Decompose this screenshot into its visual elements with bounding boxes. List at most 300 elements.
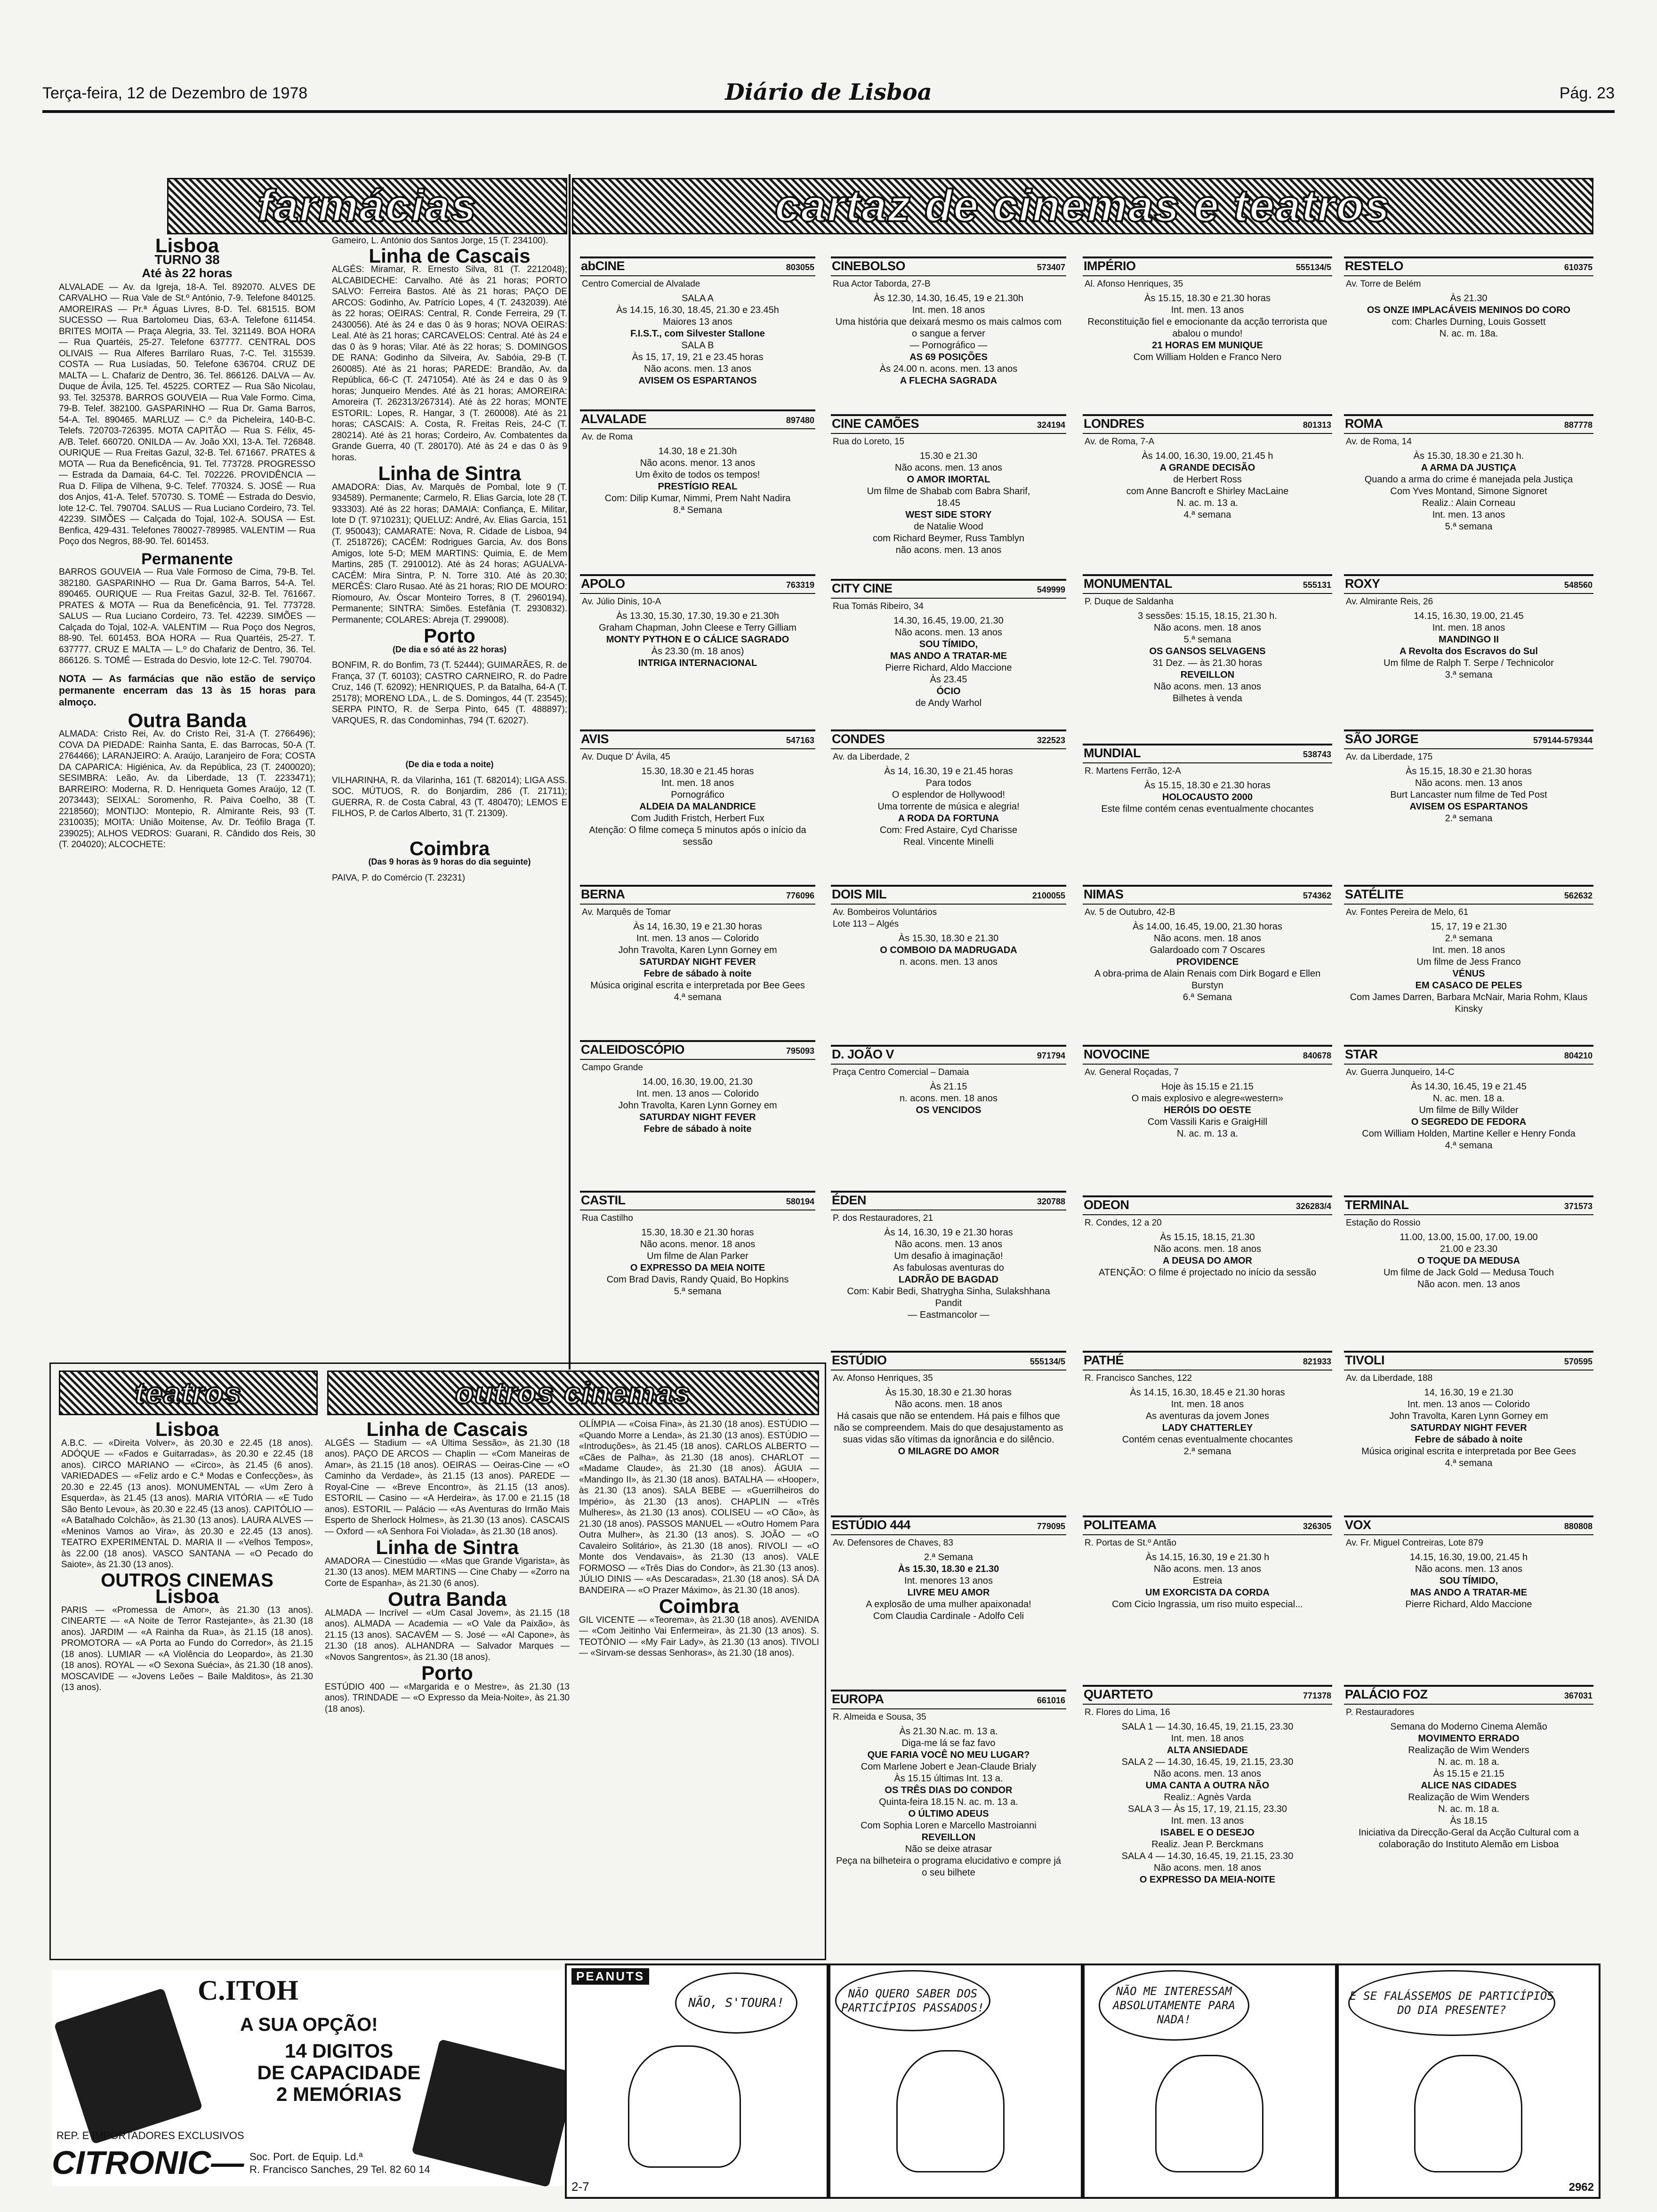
cinema-listing: [1344, 1045, 1593, 1193]
film-title: MANDINGO II: [1439, 634, 1499, 645]
showtime-info: SALA 3 — Às 15, 17, 19, 21.15, 23.30: [1127, 1804, 1287, 1814]
cinema-name: PATHÉ: [1084, 1353, 1124, 1367]
showtime-info: Às 14.00, 16.45, 19.00, 21.30 horas: [1132, 922, 1283, 932]
porto-list: BONFIM, R. do Bonfim, 73 (T. 52444); GUIMARÃES, R. de França, 37 (T. 60103); CASTRO CARNEIRO, R. do Padre Cruz, 146 (T. 62092); HENRIQUES, P. da Batalha, 64-A (T. 25178); MORENO LDA., L. de S. Domingos, 44 (T. 23545); SERPA PINTO, R. de Serpa Pinto, 645 (T. 488897); VARQUES, R. das Condominhas, 794 (T. 62027).: [332, 660, 567, 726]
cinema-phone: 538743: [1303, 750, 1331, 759]
film-title: Às 15.30, 18.30 e 21.30: [898, 1564, 999, 1574]
showtime-info: SALA 1 — 14.30, 16.45, 19, 21.15, 23.30: [1121, 1722, 1294, 1732]
showtime-info: SALA B: [681, 340, 714, 351]
cinema-listing: [1083, 414, 1332, 571]
showtime-info: 15.30, 18.30 e 21.30 horas: [641, 1227, 754, 1238]
outros-sintra-heading: Linha de Sintra: [376, 1536, 519, 1558]
showtime-info: Com James Darren, Barbara McNair, Maria Rohm, Klaus Kinsky: [1350, 992, 1588, 1014]
film-title: EM CASACO DE PELES: [1415, 980, 1522, 991]
showtime-info: Música original escrita e interpretada por Bee Gees: [1361, 1446, 1576, 1457]
ad-specs: 14 DIGITOS DE CAPACIDADE 2 MEMÓRIAS: [257, 2040, 421, 2105]
cinema-address: Av. Bombeiros Voluntários Lote 113 – Algés: [833, 907, 937, 929]
cinema-phone: 804210: [1564, 1051, 1593, 1060]
showtime-info: Com: Dilip Kumar, Nimmi, Prem Naht Nadira: [604, 493, 791, 504]
showtime-info: Com Sophia Loren e Marcello Mastroianni: [861, 1820, 1037, 1831]
film-title: HERÓIS DO OESTE: [1164, 1105, 1251, 1115]
cinema-name-row: [831, 1193, 1066, 1210]
showtime-info: Bilhetes à venda: [1173, 693, 1242, 704]
cinema-phone: 610375: [1564, 263, 1593, 272]
cinema-name: CINE CAMÕES: [832, 417, 919, 431]
showtime-info: Para todos: [925, 778, 972, 788]
cinema-address: Av. Almirante Reis, 26: [1346, 597, 1433, 607]
cinema-listing: [831, 885, 1066, 1042]
cinema-phone: 555134/5: [1030, 1357, 1065, 1366]
outra-banda-list: ALMADA: Cristo Rei, Av. do Cristo Rei, 31-A (T. 2766496); COVA DA PIEDADE: Rainha Santa, E. das Barrocas, 50-A (T. 2764466); LARANJEIRO: A. Araújo, Laranjeiro de Fora; COSTA DA CAPARICA: Higiénica, Av. da República, 23 (T. 2400020); SESIMBRA: Leão, Av. da Liberdade, 13 (T. 2233471); BARREIRO: Moderna, R. D. Henriqueta Gomes Araújo, 12 (T. 2073443); SEIXAL: Soromenho, R. Paiva Coelho, 38 (T. 2218560); MONTIJO: Montepio, R. Almirante Reis, 93 (T. 2310035); MOITA: União Moitense, Av. Dr. Teófilo Braga (T. 239025); ALHOS VEDROS: Guarani, R. Cândido dos Reis, 30 (T. 204020); ALCOCHETE:: [59, 729, 315, 850]
showtime-info: Não acons. men. 13 anos: [1415, 778, 1522, 788]
cinema-address: Av. Guerra Junqueiro, 14-C: [1346, 1067, 1455, 1077]
showtime-info: Com Yves Montand, Simone Signoret: [1390, 486, 1547, 497]
showtime-info: Int. men. 18 anos: [1432, 945, 1505, 955]
cinema-name-row: [1083, 745, 1332, 763]
cinema-name-row: [1083, 887, 1332, 905]
cinema-phone: 324194: [1037, 420, 1065, 430]
film-title: O COMBOIO DA MADRUGADA: [880, 945, 1017, 955]
showtime-info: Pierre Richard, Aldo Maccione: [885, 663, 1012, 673]
cinema-name: NIMAS: [1084, 887, 1124, 901]
cinema-address: Av. Fr. Miguel Contreiras, Lote 879: [1346, 1538, 1483, 1548]
cinema-address: Av. Defensores de Chaves, 83: [833, 1538, 953, 1548]
cartaz-banner: [572, 178, 1593, 234]
cinema-name: MUNDIAL: [1084, 746, 1141, 760]
showtime-info: Às 14, 16.30, 19 e 21.30 horas: [884, 1227, 1013, 1238]
film-title: AVISEM OS ESPARTANOS: [638, 376, 757, 386]
cinema-phone: 326305: [1303, 1522, 1331, 1531]
film-title: SOU TÍMIDO,: [1439, 1576, 1498, 1586]
showtime-info: 8.ª Semana: [673, 505, 723, 515]
showtime-info: Às 14.00, 16.30, 19.00, 21.45 h: [1142, 451, 1273, 461]
showtime-info: Não acons. men. 18 anos: [1154, 933, 1261, 944]
cinema-listing: [1083, 744, 1332, 882]
comic-panel-2: [828, 1964, 1083, 2199]
cinema-name-row: [831, 1353, 1066, 1370]
showtime-info: Com William Holden e Franco Nero: [1133, 352, 1282, 362]
cinema-address: Rua Actor Taborda, 27-B: [833, 279, 931, 289]
outros-ob-list: ALMADA — Incrível — «Um Casal Jovem», às 21.15 (18 anos). ALMADA — Academia — «O Vale da Paixão», às 21.15 (13 anos). SACAVÉM — S. José — «Al Capone», às 21.30 (18 anos). ALHANDRA — Salvador Marques — «Novos Sangrentos», às 21.30 (18 anos).: [325, 1608, 570, 1662]
showtime-info: Não acons. men. 13 anos: [1415, 1564, 1522, 1574]
showtime-info: Int. men. 18 anos: [661, 778, 734, 788]
showtime-info: Atenção: O filme começa 5 minutos após o início da sessão: [589, 825, 806, 847]
cinema-phone: 880808: [1564, 1522, 1593, 1531]
showtime-info: 5.ª semana: [1183, 634, 1231, 645]
showtime-info: Iniciativa da Direcção-Geral da Acção Cultural com a colaboração do Instituto Alemão em Lisboa: [1359, 1827, 1579, 1850]
showtime-info: N. ac. m. 18 a.: [1438, 1757, 1500, 1767]
showtime-info: com: Charles Durning, Louis Gossett: [1392, 317, 1546, 327]
comic-title: PEANUTS: [571, 1968, 649, 1985]
showtime-info: O mais explosivo e alegre«western»: [1131, 1093, 1284, 1104]
showtime-info: N. ac. m. 18 a.: [1438, 1804, 1500, 1814]
cartaz-title: cartaz de cinemas e teatros: [775, 181, 1391, 231]
divider: [569, 174, 571, 1370]
cinema-name: CONDES: [832, 732, 885, 746]
cinema-address: Praça Centro Comercial – Damaia: [833, 1067, 969, 1077]
showtime-info: Às 23.45: [930, 674, 967, 685]
showtime-info: N. ac. m. 13 a.: [1176, 1129, 1239, 1139]
showtime-info: Int. men. 18 anos: [912, 305, 985, 315]
cinema-phone: 326283/4: [1295, 1202, 1331, 1211]
cinema-phone: 801313: [1303, 420, 1331, 430]
porto-heading: Porto: [424, 625, 475, 647]
showtime-info: 15, 17, 19 e 21.30: [1431, 922, 1507, 932]
showtime-info: Não acons. men. 13 anos: [895, 627, 1002, 638]
character-figure-4: [1414, 2055, 1522, 2172]
outros-coimbra-heading: Coimbra: [659, 1595, 740, 1617]
showtime-info: Às 15.15, 18.30 e 21.30 horas: [1144, 293, 1271, 304]
comic-panel-1: [565, 1964, 828, 2199]
cinema-name-row: [1344, 258, 1593, 276]
showtime-info: Não acons. men. 13 anos: [1154, 1564, 1261, 1574]
showtime-info: Diga-me lá se faz favo: [901, 1738, 996, 1748]
cinema-address: Av. Afonso Henriques, 35: [833, 1373, 933, 1383]
cinema-listing: [831, 256, 1066, 411]
cinema-listing: [831, 579, 1066, 727]
showtime-info: Realiz.: Agnès Varda: [1164, 1792, 1251, 1803]
showtime-info: Não acons. men. 18 anos: [1154, 1244, 1261, 1254]
film-title: PRESTÍGIO REAL: [658, 481, 738, 492]
cinema-name: POLITEAMA: [1084, 1518, 1157, 1532]
lisboa-heading: Lisboa: [155, 235, 219, 256]
outros-cascais-list: ALGÉS — Stadium — «A Última Sessão», às 21.30 (18 anos). PAÇO DE ARCOS — Chaplin — «Com Maneiras de Amar», às 21.15 (18 anos). OEIRAS — Oeiras-Cine — «O Caminho da Verdade», às 21.15 (13 anos). PAREDE — Royal-Cine — «Breve Encontro», às 21.15 (13 anos). ESTORIL — Casino — «A Herdeira», às 17.00 e 21.15 (18 anos). ESTORIL — Palácio — «As Aventuras do Irmão Mais Esperto de Sherlock Holmes», às 21.30 (13 anos). CASCAIS — Oxford — «A Senhora Foi Violada», às 21.30 (18 anos).: [325, 1438, 570, 1537]
cinema-name: ODEON: [1084, 1198, 1129, 1212]
showtime-info: 3 sessões: 15.15, 18.15, 21.30 h.: [1138, 611, 1277, 621]
cinema-name: ÉDEN: [832, 1193, 867, 1207]
comic-number: 2962: [1569, 2181, 1594, 2194]
cinema-name-row: [580, 258, 815, 276]
porto-list-2: VILHARINHA, R. da Vilarinha, 161 (T. 682014); LIGA ASS. SOC. MÚTUOS, R. do Bonjardim, 286 (T. 21711); GUERRA, R. de Costa Cabral, 43 (T. 480470); LEMOS E FILHOS, P. de Carlos Alberto, 31 (T. 21309).: [332, 775, 567, 818]
cinema-listing: [1083, 1515, 1332, 1682]
cinema-name: TERMINAL: [1345, 1198, 1409, 1212]
cinema-phone: 763319: [786, 580, 814, 590]
cinema-name-row: [831, 416, 1066, 434]
film-title: LIVRE MEU AMOR: [907, 1587, 990, 1598]
showtime-info: Com: Fred Astaire, Cyd Charisse: [879, 825, 1018, 835]
film-title: MOVIMENTO ERRADO: [1418, 1733, 1520, 1744]
cinema-name: AVIS: [581, 732, 609, 746]
film-title: O EXPRESSO DA MEIA-NOITE: [1139, 1875, 1276, 1885]
cinema-phone: 887778: [1564, 420, 1593, 430]
showtime-info: n. acons. men. 13 anos: [900, 957, 997, 967]
showtime-info: Com Marlene Jobert e Jean-Claude Brialy: [861, 1762, 1037, 1772]
cinema-listing: [1344, 256, 1593, 411]
cinema-name: CITY CINE: [832, 581, 893, 595]
showtime-info: 6.ª Semana: [1182, 992, 1232, 1002]
film-title: A ARMA DA JUSTIÇA: [1421, 463, 1517, 473]
cinema-name-row: [1344, 1047, 1593, 1065]
cinema-name-row: [1083, 1197, 1332, 1215]
outros-sintra-list: AMADORA — Cinestúdio — «Mas que Grande Vigarista», às 21.30 (13 anos). MEM MARTINS — Cine Chaby — «Zorro na Corte de Espanha», às 21.30 (6 anos).: [325, 1556, 570, 1588]
film-title: O AMOR IMORTAL: [907, 474, 990, 485]
character-figure-2: [896, 2050, 1005, 2172]
cinema-listing: [831, 1515, 1066, 1687]
film-title: O TOQUE DA MEDUSA: [1417, 1256, 1520, 1266]
film-title: ALDEIA DA MALANDRICE: [639, 801, 756, 812]
porto-sub: (De dia e só até às 22 horas): [392, 644, 507, 654]
showtime-info: Int. menores 13 anos: [904, 1576, 993, 1586]
outros-ob-heading: Outra Banda: [387, 1588, 507, 1610]
film-title: SOU TÍMIDO,: [919, 639, 978, 649]
cinema-listing: [580, 574, 815, 727]
ad-rep: REP. E IMPORTADORES EXCLUSIVOS: [56, 2130, 244, 2141]
cinema-phone: 548560: [1564, 580, 1593, 590]
cinema-listing: [1083, 574, 1332, 741]
showtime-info: Realiz. Jean P. Berckmans: [1151, 1839, 1263, 1850]
showtime-info: Um filme de Ralph T. Serpe / Technicolor: [1384, 658, 1554, 668]
film-title: Febre de sábado à noite: [643, 1124, 752, 1134]
cinema-address: Av. Duque D' Ávila, 45: [582, 752, 670, 762]
film-title: Febre de sábado à noite: [1415, 1435, 1523, 1445]
showtime-info: 2.ª Semana: [924, 1552, 973, 1563]
cinema-name-row: [1083, 416, 1332, 434]
cinema-address: Av. Marquês de Tomar: [582, 907, 671, 917]
showtime-info: 5.ª semana: [1445, 521, 1493, 532]
showtime-info: Pornográfico: [671, 790, 724, 800]
film-title: QUE FARIA VOCÊ NO MEU LUGAR?: [867, 1750, 1030, 1760]
cinema-name-row: [1344, 576, 1593, 594]
cinema-listing: [831, 1045, 1066, 1188]
cinema-phone: 367031: [1564, 1691, 1593, 1700]
cinema-phone: 821933: [1303, 1357, 1331, 1366]
film-title: A FLECHA SAGRADA: [900, 376, 997, 386]
showtime-info: Int. men. 13 anos: [1171, 305, 1244, 315]
cinema-phone: 570595: [1564, 1357, 1593, 1366]
showtime-info: Com Cicio Ingrassia, um riso muito especial...: [1112, 1599, 1303, 1610]
showtime-info: Real. Vincente Minelli: [903, 837, 994, 847]
showtime-info: Às 15, 17, 19, 21 e 23.45 horas: [632, 352, 764, 362]
cinema-name-row: [831, 258, 1066, 276]
showtime-info: Às 21.30: [1450, 293, 1488, 304]
showtime-info: Int. men. 13 anos: [1432, 510, 1505, 520]
showtime-info: Não acons. menor. 18 anos: [640, 1239, 756, 1250]
showtime-info: Às 15.30, 18.30 e 21.30 h.: [1413, 451, 1524, 461]
showtime-info: 4.ª semana: [1445, 1458, 1493, 1468]
film-title: OS VENCIDOS: [916, 1105, 981, 1115]
showtime-info: 4.ª semana: [1183, 510, 1231, 520]
cinema-address: Av. da Liberdade, 188: [1346, 1373, 1433, 1383]
cinema-address: Campo Grande: [582, 1063, 643, 1073]
showtime-info: Um filme de Jack Gold — Medusa Touch: [1383, 1267, 1554, 1278]
showtime-info: Às 14.15, 16.30, 19 e 21.30 h: [1145, 1552, 1270, 1563]
film-title: MAS ANDO A TRATAR-ME: [1410, 1587, 1528, 1598]
showtime-info: Não acons. men. 13 anos: [1154, 1769, 1261, 1779]
cinema-name: abCINE: [581, 259, 625, 273]
film-title: ISABEL E O DESEJO: [1160, 1827, 1255, 1838]
showtime-info: Não acons. men. 13 anos: [1154, 681, 1261, 692]
cinema-address: P. Duque de Saldanha: [1085, 597, 1174, 607]
showtime-info: Às 21.30 N.ac. m. 13 a.: [899, 1726, 998, 1737]
showtime-info: Às 13.30, 15.30, 17.30, 19.30 e 21.30h: [616, 611, 779, 621]
showtime-info: 14.15, 16.30, 19.00, 21.45 h: [1409, 1552, 1528, 1563]
showtime-info: Int. men. 18 anos: [1432, 623, 1505, 633]
teatros-list: A.B.C. — «Direita Volver», às 20.30 e 22.45 (18 anos). ADÓQUE — «Fados e Guitarradas», às 20.30 e 22.45 (18 anos). CIRCO MARIANO — «Circo», às 21.45 (6 anos). VARIEDADES — «Feliz ardo e C.ª Modas e Confecções», às 20.30 e 22.45 (13 anos). MONUMENTAL — «Um Zero à Esquerda», às 21.45 (13 anos). MARIA VITÓRIA — «E Tudo São Bento Levou», às 20.30 e 22.45 (13 anos). CAPITÓLIO — «A Batalhado Colchão», às 21.30 (13 anos). LAURA ALVES — «Meninos Vamos ao Vira», às 20.30 e 22.45 (13 anos). TEATRO EXPERIMENTAL D. MARIA II — «Velhos Tempos», às 22.00 (18 anos). VASCO SANTANA — «O Pecado do Saiote», às 21.30 (13 anos).: [61, 1438, 313, 1570]
showtime-info: Um filme de Billy Wilder: [1419, 1105, 1519, 1115]
film-title: MONTY PYTHON E O CÁLICE SAGRADO: [606, 634, 789, 645]
speech-bubble-3: NÃO ME INTERESSAM ABSOLUTAMENTE PARA NADA!: [1099, 1970, 1249, 2041]
cinema-name-row: [831, 731, 1066, 749]
cinema-phone: 555131: [1303, 580, 1331, 590]
issue-date: Terça-feira, 12 de Dezembro de 1978: [42, 84, 308, 102]
cinema-name-row: [1344, 1687, 1593, 1705]
cinema-listing: [1083, 1351, 1332, 1513]
showtime-info: 2.ª semana: [1445, 813, 1493, 824]
showtime-info: Não acons. men. 13 anos: [895, 1239, 1002, 1250]
farmacias-banner: [167, 178, 567, 234]
showtime-info: Int. men. 13 anos — Colorido: [1407, 1399, 1530, 1410]
cinema-listing: [1344, 729, 1593, 882]
comic-panel-4: [1337, 1964, 1601, 2199]
cinema-address: Estação do Rossio: [1346, 1218, 1421, 1228]
showtime-info: Um desafio à imaginação!: [894, 1251, 1003, 1261]
showtime-info: Maiores 13 anos: [663, 317, 732, 327]
showtime-info: Graham Chapman, John Cleese e Terry Gilliam: [599, 623, 796, 633]
citoh-advertisement: [52, 1970, 574, 2186]
showtime-info: 21.00 e 23.30: [1440, 1244, 1498, 1254]
showtime-info: 2.ª semana: [1445, 933, 1493, 944]
showtime-info: n. acons. men. 18 anos: [900, 1093, 997, 1104]
coimbra-list: PAIVA, P. do Comércio (T. 23231): [332, 873, 466, 883]
cinema-listing: [580, 1040, 815, 1188]
showtime-info: Uma torrente de música e alegria!: [877, 801, 1020, 812]
showtime-info: não acons. men. 13 anos: [895, 545, 1002, 555]
cinema-name: BERNA: [581, 887, 625, 901]
showtime-info: John Travolta, Karen Lynn Gorney em: [618, 945, 777, 955]
showtime-info: Com Judith Fristch, Herbert Fux: [631, 813, 764, 824]
showtime-info: Int. men. 18 anos: [1171, 1733, 1244, 1744]
film-title: INTRIGA INTERNACIONAL: [638, 658, 757, 668]
film-title: LADRÃO DE BAGDAD: [898, 1274, 999, 1285]
cinema-listing: [580, 885, 815, 1037]
showtime-info: Int. men. 13 anos — Colorido: [636, 933, 759, 944]
showtime-info: 3.ª semana: [1445, 670, 1493, 680]
cinema-phone: 971794: [1037, 1051, 1065, 1060]
cinema-name-row: [580, 731, 815, 749]
cinema-name-row: [580, 1193, 815, 1210]
cinema-name: NOVOCINE: [1084, 1047, 1150, 1061]
cinema-address: Rua Castilho: [582, 1213, 633, 1223]
showtime-info: Com Claudia Cardinale - Adolfo Celi: [873, 1611, 1024, 1621]
character-figure: [628, 2045, 741, 2168]
showtime-info: Galardoado com 7 Oscares: [1150, 945, 1265, 955]
cinema-phone: 322523: [1037, 736, 1065, 745]
showtime-info: As aventuras da jovem Jones: [1145, 1411, 1270, 1421]
cinema-name: IMPÉRIO: [1084, 259, 1136, 273]
cinema-listing: [580, 729, 815, 882]
showtime-info: Às 14.15, 16.30, 18.45 e 21.30 horas: [1130, 1387, 1285, 1398]
cinema-phone: 580194: [786, 1197, 814, 1206]
outros-cinemas-heading: OUTROS CINEMAS: [101, 1570, 273, 1591]
showtime-info: 14.15, 16.30, 19.00, 21.45: [1414, 611, 1524, 621]
character-figure-3: [1155, 2055, 1263, 2172]
cinema-name: ESTÚDIO 444: [832, 1518, 911, 1532]
showtime-info: N. ac. m. 18a.: [1439, 329, 1498, 339]
film-title: HOLOCAUSTO 2000: [1162, 792, 1253, 802]
showtime-info: SALA 4 — 14.30, 16.45, 19, 21.15, 23.30: [1121, 1851, 1294, 1861]
coimbra-heading: Coimbra: [409, 837, 490, 859]
cinema-name: DOIS MIL: [832, 887, 886, 901]
cinema-listing: [1083, 1685, 1332, 1955]
outros-coimbra-list: GIL VICENTE — «Teorema», às 21.30 (18 anos). AVENIDA — «Com Jeitinho Vai Enfermeira», às 21.30 (13 anos). S. TEOTÓNIO — «My Fair Lady», às 21.30 (13 anos). TIVOLI — «Sirvam-se dessas Senhoras», às 21.30 (18 anos).: [579, 1615, 819, 1658]
cinema-name: STAR: [1345, 1047, 1378, 1061]
farmacias-column-1: [59, 235, 315, 1351]
cinema-phone: 661016: [1037, 1696, 1065, 1705]
showtime-info: Quinta-feira 18.15 N. ac. m. 13 a.: [879, 1797, 1018, 1807]
sintra-heading: Linha de Sintra: [378, 462, 521, 484]
comic-panel-3: [1083, 1964, 1337, 2199]
showtime-info: 4.ª semana: [674, 992, 722, 1002]
film-title: LADY CHATTERLEY: [1162, 1423, 1253, 1433]
showtime-info: 14.30, 16.45, 19.00, 21.30: [893, 616, 1004, 626]
showtime-info: Um êxito de todos os tempos!: [635, 470, 760, 480]
outros-column-1: [325, 1419, 570, 1960]
cinema-address: P. Restauradores: [1346, 1707, 1415, 1717]
cinema-name-row: [831, 887, 1066, 905]
showtime-info: Peça na bilheteira o programa elucidativo e compre já o seu bilhete: [836, 1856, 1062, 1878]
showtime-info: Hoje às 15.15 e 21.15: [1161, 1082, 1254, 1092]
showtime-info: Um filme de Jess Franco: [1416, 957, 1521, 967]
cinema-name-row: [580, 887, 815, 905]
cinema-name: LONDRES: [1084, 417, 1144, 431]
showtime-info: 14.30, 18 e 21.30h: [658, 446, 737, 457]
cinema-listing: [1344, 1351, 1593, 1513]
cinema-phone: 795093: [786, 1046, 814, 1056]
cinema-name: RESTELO: [1345, 259, 1404, 273]
showtime-info: Uma história que deixará mesmo os mais calmos com o sangue a ferver: [835, 317, 1062, 339]
cinema-name: EUROPA: [832, 1692, 884, 1706]
cinema-listing: [1344, 1515, 1593, 1682]
cinema-address: Av. de Roma, 14: [1346, 437, 1412, 447]
cinema-name: ALVALADE: [581, 412, 646, 426]
showtime-info: Às 21.15: [930, 1082, 967, 1092]
turno-list: ALVALADE — Av. da Igreja, 18-A. Tel. 892070. ALVES DE CARVALHO — Rua Vale de St.º António, 7-9. Telefone 840125. AMOREIRAS — Pr.ª Águas Livres, 8-D. Tel. 681515. BOM SUCESSO — Rua Bartolomeu Dias, 63-A. Telefone 611454. BRITES MOITA — Praça Alegria, 33. Tel. 321149. BOA HORA — Rua Quartéis, 25-27. Telefone 637777. CENTRAL DOS OLIVAIS — Rua Alferes Barrilaro Ruas, 7-C. Tel. 315539. COSTA — Rua Lusíadas, 50. Telefone 636704. CRUZ DE MALTA — L. Chafariz de Dentro, 36. Tel. 866126. DALVA — Av. Duque de Ávila, 125. Tel. 45225. CORTEZ — Rua São Nicolau, 93. Tel. 325378. BARROS GOUVEIA — Rua Vale Formo. Cima, 79-B. Telef. 382100. GASPARINHO — Rua Dr. Gama Barros, 54-A. Tel. 890465. MARLUZ — C.º da Picheleira, 140-B-C. Telefs. 720703-726395. MOTA CAPITÃO — Rua S. Félix, 45-A/B. Telef. 660720. ONILDA — Av. João XXI, 13-A. Tel. 726848. OURIQUE — Rua Freitas Gazul, 32-B. Tel. 671667. PRATES & MOTA — Rua da Beneficência, 91. Tel. 773728. PROGRESSO — Estrada da Damaia, 64-C. Tel. 702226. PROVIDÊNCIA — Rua D. Filipa de Vilhena, 9-C. Telef. 770324. S. JOSÉ — Rua dos Anjos, 41-A. Telef. 570730. S. TOMÉ — Estrada do Desvio, lote 12-C. Tel. 790704. SALUS — Rua Luciano Cordeiro, 73. Tel. 42239. SIMÕES — Calçada do Tojal, 102-A. SOUSA — Est. Benfica, 429-431. Telefones 780027-789985. VALENTIM — Rua Poço dos Negros, 88-90. Tel. 601453.: [59, 282, 315, 546]
film-title: MAS ANDO A TRATAR-ME: [890, 651, 1007, 661]
teatros-title: teatros: [135, 1376, 242, 1410]
cinema-name-row: [1083, 1517, 1332, 1535]
cinema-listing: [1083, 885, 1332, 1042]
cinema-address: Av. da Liberdade, 175: [1346, 752, 1433, 762]
outros-column-2: [579, 1419, 819, 1960]
showtime-info: Às 15.15 e 21.15: [1433, 1769, 1504, 1779]
showtime-info: com Richard Beymer, Russ Tamblyn: [873, 533, 1024, 544]
showtime-info: de Herbert Ross: [1173, 474, 1242, 485]
cinema-address: Centro Comercial de Alvalade: [582, 279, 700, 289]
cinema-name-row: [831, 1517, 1066, 1535]
cinema-address: Av. da Liberdade, 2: [833, 752, 910, 762]
cinema-name-row: [1083, 258, 1332, 276]
cinema-name: ROXY: [1345, 577, 1380, 591]
cinema-name-row: [1083, 1047, 1332, 1065]
showtime-info: Pierre Richard, Aldo Maccione: [1405, 1599, 1532, 1610]
cinema-name: D. JOÃO V: [832, 1047, 894, 1061]
showtime-info: Às 14.30, 16.45, 19 e 21.45: [1411, 1082, 1527, 1092]
cinema-phone: 555134/5: [1295, 263, 1331, 272]
cinema-name-row: [1344, 1353, 1593, 1370]
comic-date: 2-7: [571, 2180, 589, 2194]
film-title: REVEILLON: [921, 1832, 976, 1843]
showtime-info: Int. men. 13 anos — Colorido: [636, 1089, 759, 1099]
showtime-info: Realização de Wim Wenders: [1408, 1792, 1529, 1803]
teatros-column: [61, 1419, 313, 1960]
film-title: REVEILLON: [1180, 670, 1235, 680]
showtime-info: de Andy Warhol: [915, 698, 982, 708]
cinema-name-row: [580, 576, 815, 594]
showtime-info: 31 Dez. — às 21.30 horas: [1152, 658, 1263, 668]
showtime-info: Estreia: [1192, 1576, 1223, 1586]
showtime-info: — Pornográfico —: [909, 340, 988, 351]
speech-bubble-4: E SE FALÁSSEMOS DE PARTICÍPIOS DO DIA PRESENTE?: [1348, 1970, 1555, 2036]
